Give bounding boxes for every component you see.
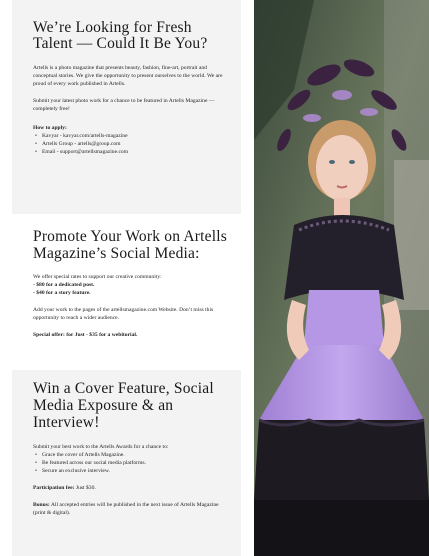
cover-feature-title: Win a Cover Feature, Social Media Exposure & an Interview! bbox=[33, 380, 214, 431]
how-to-apply-label: How to apply: bbox=[33, 125, 67, 131]
submit-text: Submit your latest photo work for a chance to be featured in Artells Magazine — completely free! bbox=[33, 98, 215, 112]
fee-value: Just $30. bbox=[75, 485, 96, 491]
rate-post: - $80 for a dedicated post. bbox=[33, 282, 95, 288]
apply-kavyar[interactable]: • Kavyar - kavyar.com/artells-magazine bbox=[42, 132, 231, 140]
intro-text: Artells is a photo magazine that presents beauty, fashion, fine-art, portrait and conceptual stories. We give the opportunity to present ourselves to the world. We are proud of every work published in Artells. bbox=[33, 65, 223, 87]
fee-label: Participation fee: bbox=[33, 485, 75, 491]
promote-panel bbox=[12, 222, 241, 362]
rates-intro: We offer special rates to support our creative community: bbox=[33, 274, 162, 280]
apply-email[interactable]: • Email - support@artellsmagazine.com bbox=[42, 148, 231, 156]
cover-feature-panel bbox=[12, 370, 241, 556]
promote-title: Promote Your Work on Artells Magazine’s Social Media: bbox=[33, 228, 227, 262]
rate-story: - $40 for a story feature. bbox=[33, 290, 91, 296]
fresh-talent-title: We’re Looking for Fresh Talent — Could It Be You? bbox=[33, 19, 208, 52]
website-text: Add your work to the pages of the artellsmagazine.com Website. Don’t miss this opportunity to reach a wider audience. bbox=[33, 307, 214, 321]
awards-intro: Submit your best work to the Artells Awards for a chance to: bbox=[33, 444, 169, 450]
award-cover: • Grace the cover of Artells Magazine. bbox=[42, 451, 231, 459]
award-social: • Be featured across our social media platforms. bbox=[42, 459, 231, 467]
how-to-apply-list bbox=[33, 132, 231, 156]
awards-list bbox=[33, 451, 231, 475]
fashion-photo bbox=[254, 0, 429, 556]
special-offer: Special offer: for Just - $35 for a webitorial. bbox=[33, 332, 138, 338]
bonus-text: All accepted entries will be published in the next issue of Artells Magazine (print & digital). bbox=[33, 502, 219, 516]
bonus-label: Bonus: bbox=[33, 502, 50, 508]
fresh-talent-panel bbox=[12, 0, 241, 214]
award-interview: • Secure an exclusive interview. bbox=[42, 467, 231, 475]
apply-group[interactable]: • Artells Group - artells@group.com bbox=[42, 140, 231, 148]
girl-in-lavender-dress-illustration bbox=[254, 0, 429, 556]
